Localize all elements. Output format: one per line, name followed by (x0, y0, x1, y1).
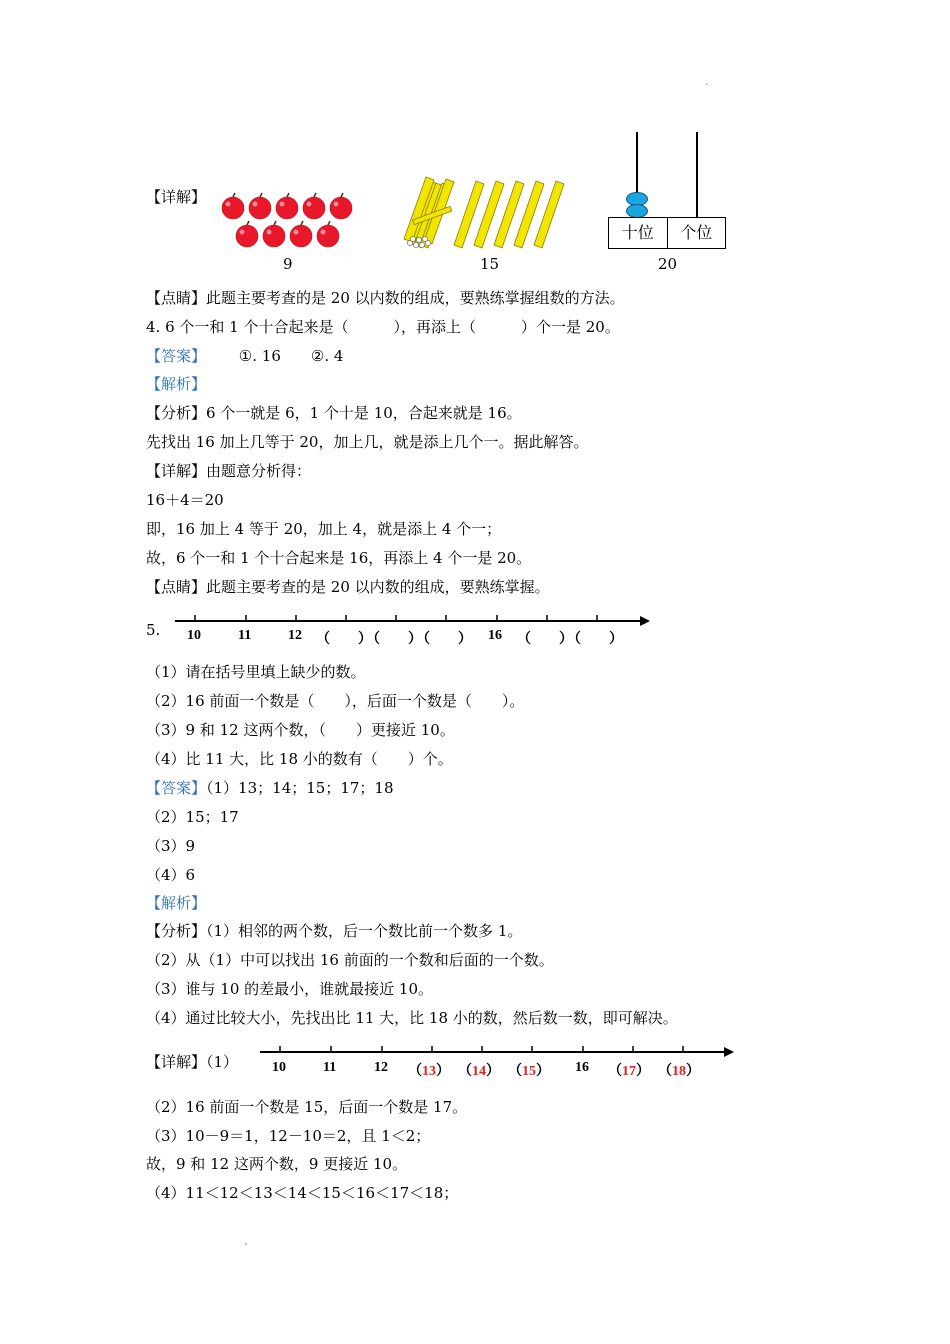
footer-mark: ` (244, 1244, 249, 1254)
q5-answer-1: （1）13；14；15；17；18 (206, 779, 394, 797)
q5-analysis-label: 【解析】 (146, 894, 207, 912)
abacus-tens-label: 十位 (609, 218, 668, 248)
numberline-answer: （15） (508, 1064, 550, 1079)
q5-answer-4: （4）6 (146, 866, 196, 884)
numberline-label: 16 (575, 1060, 589, 1075)
sticks-caption: 15 (480, 255, 500, 273)
numberline-blank: （ ） (567, 632, 623, 647)
q4-answer-label: 【答案】 (146, 347, 207, 365)
q5-sub4: （4）比 11 大，比 18 小的数有（ ）个。 (146, 750, 453, 768)
numberline-answer: （14） (458, 1064, 500, 1079)
answer-value: 13 (422, 1064, 436, 1079)
q5-analysis-4: （4）通过比较大小，先找出比 11 大，比 18 小的数，然后数一数，即可解决。 (146, 1009, 678, 1027)
q4-detail-3: 即，16 加上 4 等于 20，加上 4，就是添上 4 个一； (146, 520, 502, 538)
answer-value: 15 (522, 1064, 536, 1079)
abacus (608, 132, 728, 250)
q4-question: 4. 6 个一和 1 个十合起来是（ ），再添上（ ）个一是 20。 (146, 318, 620, 336)
numberline-blank: （ ） (416, 632, 472, 647)
q4-answer (146, 346, 343, 366)
q5-detail-2: （2）16 前面一个数是 15，后面一个数是 17。 (146, 1098, 468, 1116)
q5-sub2: （2）16 前面一个数是（ ），后面一个数是（ ）。 (146, 692, 525, 710)
q5-detail-number-line-labels (258, 1060, 738, 1080)
q5-answer-2: （2）15；17 (146, 808, 239, 826)
sticks-illustration (400, 175, 570, 255)
q4-detail-1: 【详解】由题意分析得： (146, 462, 312, 480)
q5-detail-4: 故，9 和 12 这两个数，9 更接近 10。 (146, 1155, 408, 1173)
numberline-label: 11 (323, 1060, 337, 1075)
q4-detail-2: 16＋4＝20 (146, 491, 224, 509)
q5-number: 5. (146, 621, 161, 639)
numberline-label: 10 (187, 628, 201, 643)
numberline-answer: （13） (408, 1064, 450, 1079)
numberline-label: 11 (238, 628, 252, 643)
numberline-answer: （18） (658, 1064, 700, 1079)
answer-value: 18 (672, 1064, 686, 1079)
abacus-bead (626, 204, 648, 218)
abacus-ones-label: 个位 (680, 223, 713, 242)
abacus-rod-ones (696, 132, 698, 218)
numberline-label: 16 (488, 628, 502, 643)
q5-detail-label: 【详解】（1） (146, 1053, 239, 1071)
q4-analysis-label: 【解析】 (146, 375, 207, 393)
numberline-label: 12 (288, 628, 302, 643)
q3-detail-label: 【详解】 (146, 188, 207, 206)
abacus-caption: 20 (658, 255, 678, 273)
q5-answer-1-line (146, 778, 394, 798)
header-mark: ` (705, 84, 710, 94)
q5-detail-3: （3）10－9＝1，12－10＝2，且 1＜2； (146, 1127, 431, 1145)
abacus-base (608, 217, 726, 249)
q4-answer-text: ①. 16 ②. 4 (238, 347, 344, 365)
q5-answer-label: 【答案】 (146, 779, 207, 797)
numberline-blank: （ ） (316, 632, 372, 647)
q5-analysis-3: （3）谁与 10 的差最小，谁就最接近 10。 (146, 980, 434, 998)
q5-answer-3: （3）9 (146, 837, 196, 855)
q5-number-line-labels (170, 628, 670, 648)
q5-detail-5: （4）11＜12＜13＜14＜15＜16＜17＜18； (146, 1184, 459, 1202)
q5-analysis-2: （2）从（1）中可以找出 16 前面的一个数和后面的一个数。 (146, 951, 554, 969)
q4-detail-4: 故，6 个一和 1 个十合起来是 16，再添上 4 个一是 20。 (146, 549, 532, 567)
q4-tip: 【点睛】此题主要考查的是 20 以内数的组成，要熟练掌握。 (146, 578, 550, 596)
apples-caption: 9 (283, 255, 293, 273)
numberline-label: 12 (374, 1060, 388, 1075)
q5-sub3: （3）9 和 12 这两个数，（ ）更接近 10。 (146, 721, 455, 739)
q3-tip: 【点睛】此题主要考查的是 20 以内数的组成，要熟练掌握组数的方法。 (146, 289, 625, 307)
numberline-blank: （ ） (517, 632, 573, 647)
numberline-blank: （ ） (366, 632, 422, 647)
numberline-answer: （17） (608, 1064, 650, 1079)
q4-analysis-1: 【分析】6 个一就是 6，1 个十是 10，合起来就是 16。 (146, 404, 522, 422)
numberline-label: 10 (272, 1060, 286, 1075)
q5-analysis-1: 【分析】（1）相邻的两个数，后一个数比前一个数多 1。 (146, 922, 523, 940)
answer-value: 17 (622, 1064, 636, 1079)
apples-illustration (218, 190, 358, 260)
answer-value: 14 (472, 1064, 486, 1079)
q4-analysis-2: 先找出 16 加上几等于 20，加上几，就是添上几个一。据此解答。 (146, 433, 589, 451)
q5-sub1: （1）请在括号里填上缺少的数。 (146, 663, 366, 681)
